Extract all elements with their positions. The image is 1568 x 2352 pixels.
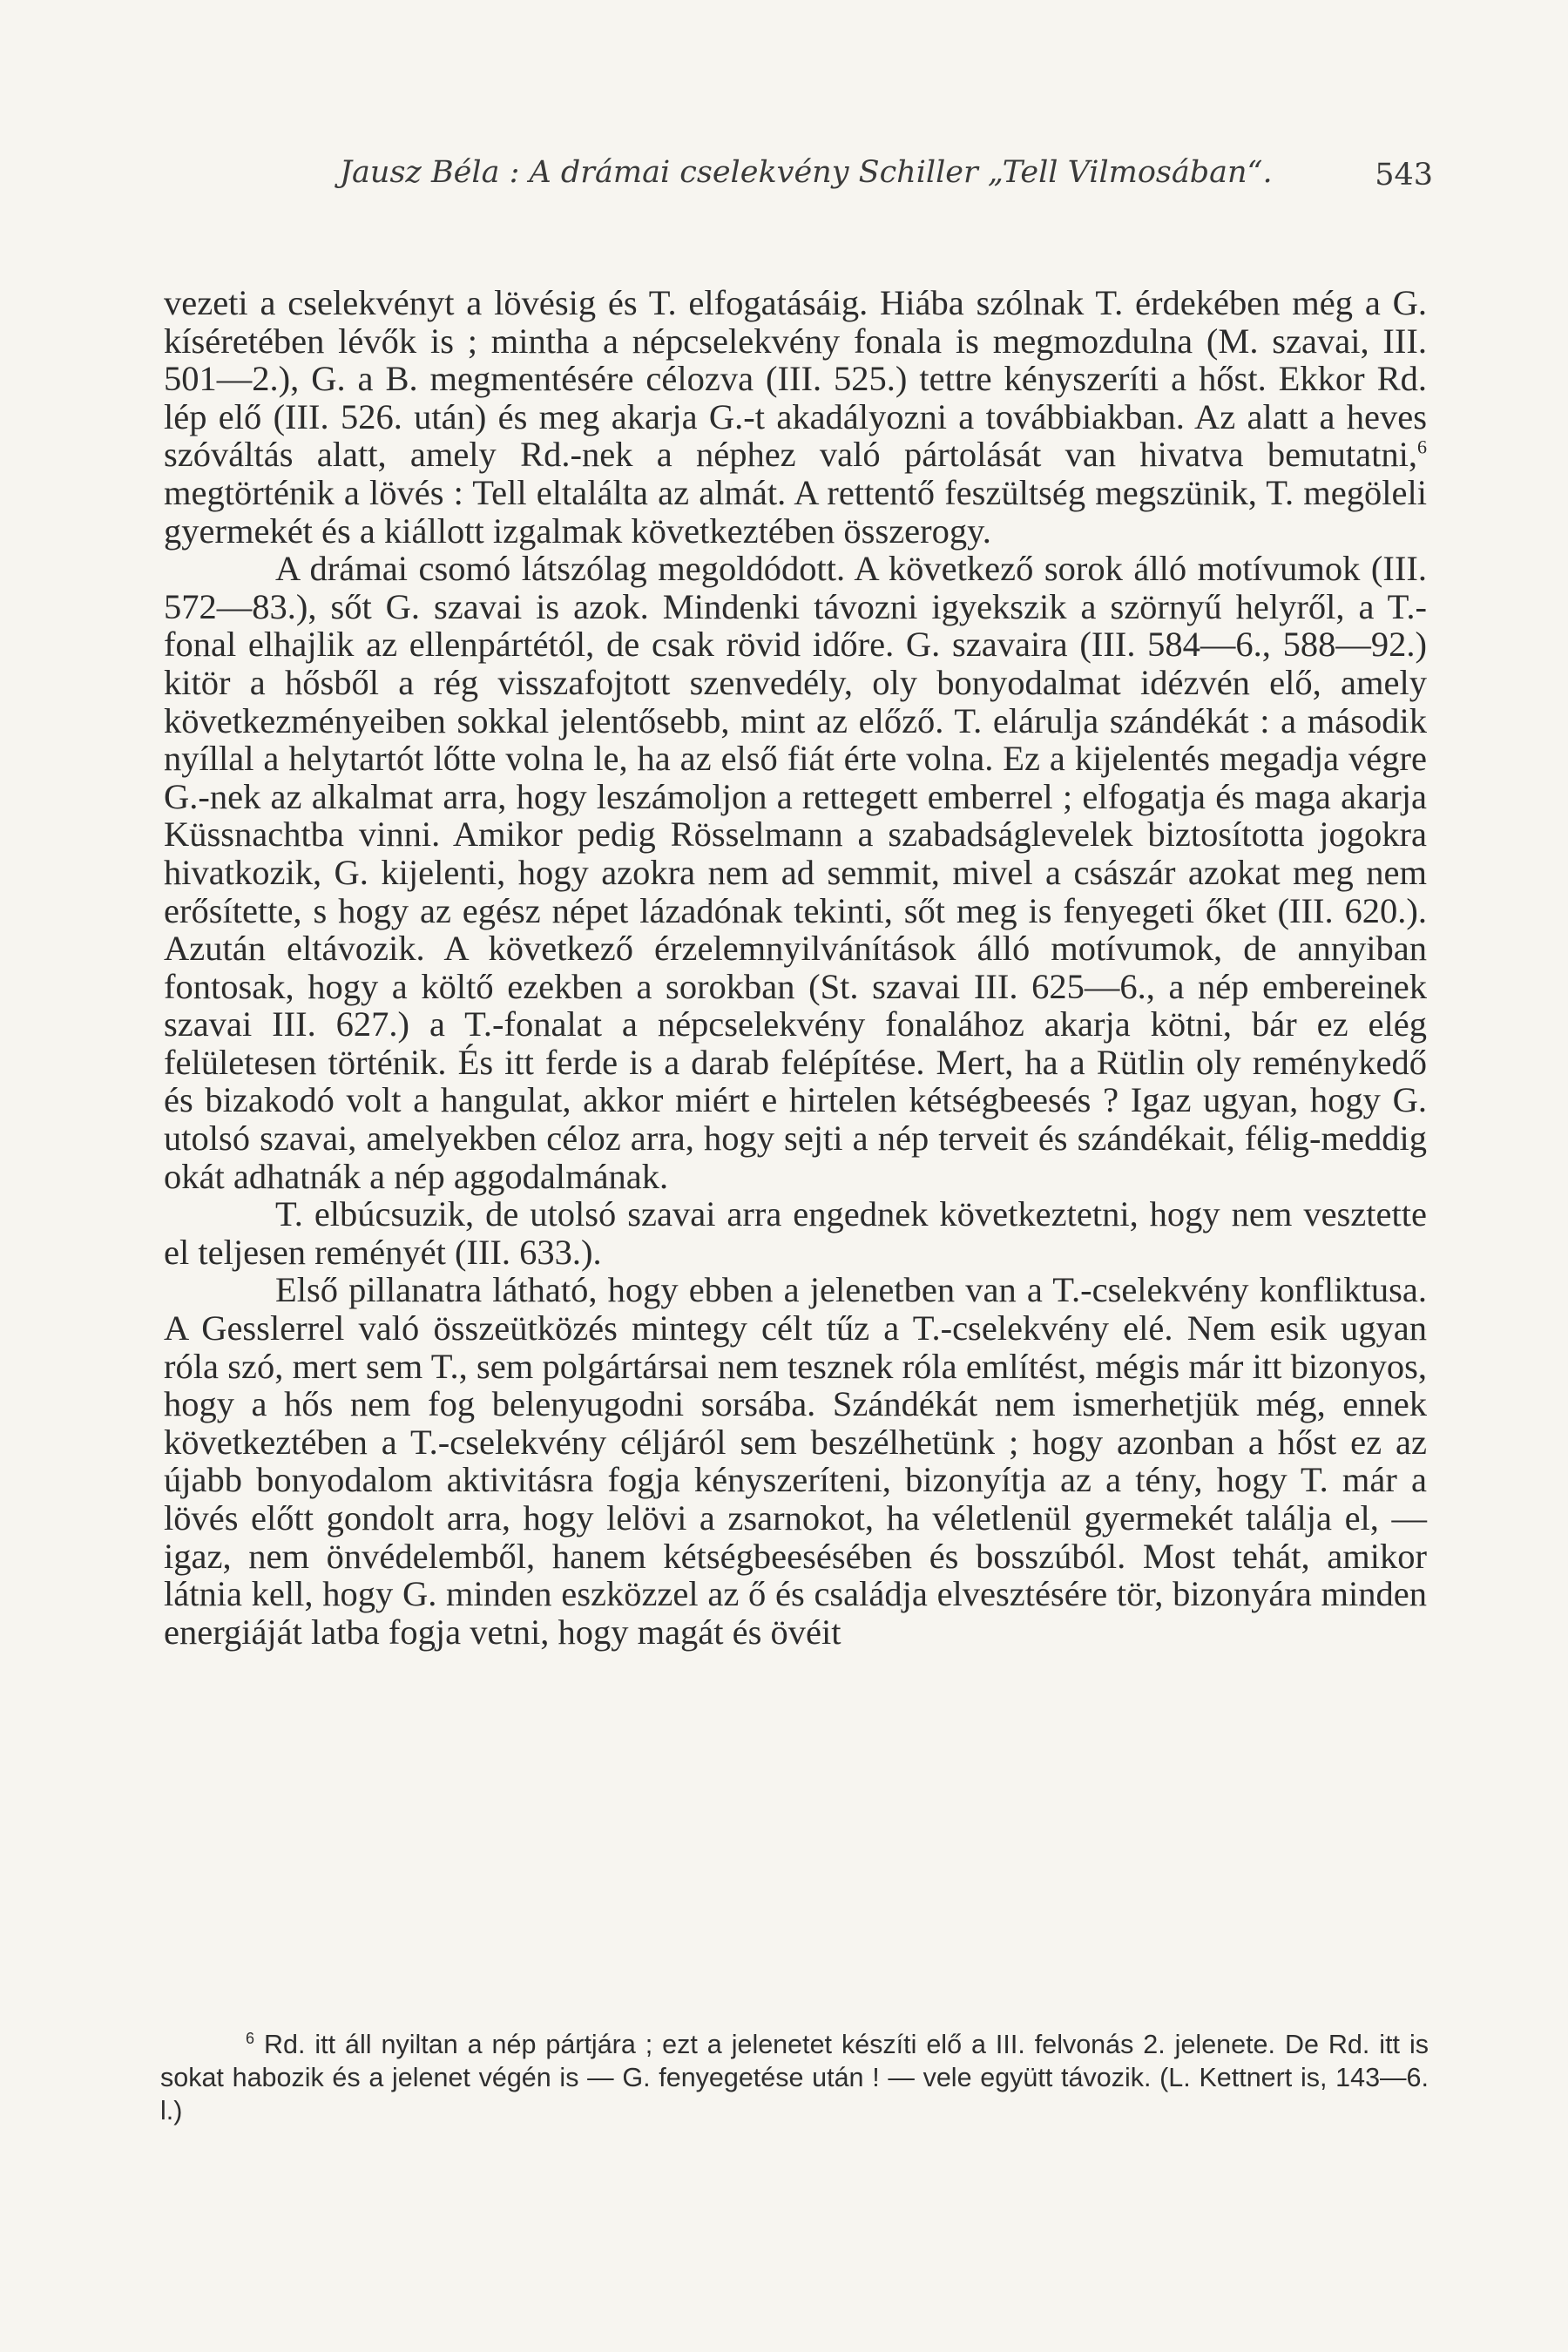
paragraph-1-continuation: megtörténik a lövés : Tell eltalálta az almát. A rettentő feszültség megszünik, T. megöleli gyermekét és a kiállott izgalmak következtében összerogy. [164,472,1427,551]
body-text [164,284,1427,1651]
footnote [160,2028,1429,2127]
running-title: Jausz Béla : A drámai cselekvény Schiller „Tell Vilmosában“. [340,155,1273,190]
paragraph-1 [164,284,1427,550]
paragraph-3: T. elbúcsuzik, de utolsó szavai arra engednek következtetni, hogy nem vesztette el teljesen reményét (III. 633.). [164,1194,1427,1272]
page-number: 543 [1375,158,1433,193]
footnote-reference: 6 [1417,436,1427,458]
footnote-marker: 6 [246,2029,255,2047]
footnote-text: Rd. itt áll nyiltan a nép pártjára ; ezt a jelenetet készíti elő a III. felvonás 2. jelenete. De Rd. itt is sokat habozik és a jelenet végén is — G. fenyegetése után ! — vele együtt távozik. (L. Kettnert is, 143—6. l.) [160,2030,1429,2126]
paragraph-1-text: vezeti a cselekvényt a lövésig és T. elfogatásáig. Hiába szólnak T. érdekében még a G. kíséretében lévők is ; mintha a népcselekvény fonala is megmozdulna (M. szavai, III. 501—2.), G. a B. megmentésére célozva (III. 525.) tettre kényszeríti a hőst. Ekkor Rd. lép elő (III. 526. után) és meg akarja G.-t akadályozni a továbbiakban. Az alatt a heves szóváltás alatt, amely Rd.-nek a néphez való pártolását van hivatva bemutatni, [164,283,1427,475]
paragraph-2: A drámai csomó látszólag megoldódott. A következő sorok álló motívumok (III. 572—83.), sőt G. szavai is azok. Mindenki távozni igyekszik a szörnyű helyről, a T.-fonal elhajlik az ellenpártétól, de csak rövid időre. G. szavaira (III. 584—6., 588—92.) kitör a hősből a rég visszafojtott szenvedély, oly bonyodalmat idézvén elő, amely következményeiben sokkal jelentősebb, mint az előző. T. elárulja szándékát : a második nyíllal a helytartót lőtte volna le, ha az első fiát érte volna. Ez a kijelentés megadja végre G.-nek az alkalmat arra, hogy leszámoljon a rettegett emberrel ; elfogatja és maga akarja Küssnachtba vinni. Amikor pedig Rösselmann a szabadságlevelek biztosította jogokra hivatkozik, G. kijelenti, hogy azokra nem ad semmit, mivel a császár azokat meg nem erősítette, s hogy az egész népet lázadónak tekinti, sőt meg is fenyegeti őket (III. 620.). Azután eltávozik. A következő érzelemnyilvánítások álló motívumok, de annyiban fontosak, hogy a költő ezekben a sorokban (St. szavai III. 625—6., a nép embereinek szavai III. 627.) a T.-fonalat a népcselekvény fonalához akarja kötni, bár ez elég felületesen történik. És itt ferde is a darab felépítése. Mert, ha a Rütlin oly reménykedő és bizakodó volt a hangulat, akkor miért e hirtelen kétségbeesés ? Igaz ugyan, hogy G. utolsó szavai, amelyekben céloz arra, hogy sejti a nép terveit és szándékait, félig-meddig okát adhatnák a nép aggodalmának. [164,549,1427,1196]
paragraph-4: Első pillanatra látható, hogy ebben a jelenetben van a T.-cselekvény konfliktusa. A Gesslerrel való összeütközés mintegy célt tűz a T.-cselekvény elé. Nem esik ugyan róla szó, mert sem T., sem polgártársai nem tesznek róla említést, mégis már itt bizonyos, hogy a hős nem fog belenyugodni sorsába. Szándékát nem ismerhetjük még, ennek következtében a T.-cselekvény céljáról sem beszélhetünk ; hogy azonban a hőst ez az újabb bonyodalom aktivitásra fogja kényszeríteni, bizonyítja az a tény, hogy T. már a lövés előtt gondolt arra, hogy lelövi a zsarnokot, ha véletlenül gyermekét találja el, — igaz, nem önvédelemből, hanem kétségbeesésében és bosszúból. Most tehát, amikor látnia kell, hogy G. minden eszközzel az ő és családja elvesztésére tör, bizonyára minden energiáját latba fogja vetni, hogy magát és övéit [164,1270,1427,1652]
